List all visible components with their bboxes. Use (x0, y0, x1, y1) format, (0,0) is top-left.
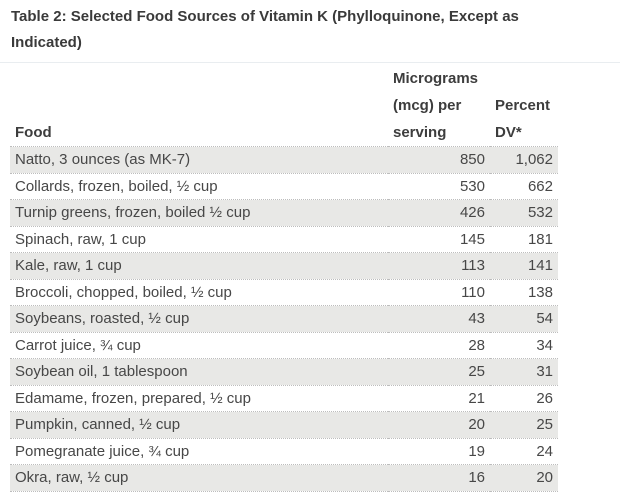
mcg-cell: 110 (388, 279, 490, 306)
mcg-cell: 426 (388, 200, 490, 227)
table-row (10, 306, 558, 333)
food-cell: Collards, frozen, boiled, ½ cup (10, 173, 388, 200)
vitamin-k-food-table (10, 63, 558, 492)
table-row (10, 226, 558, 253)
percent-dv-cell: 141 (490, 253, 558, 280)
table-row (10, 438, 558, 465)
food-cell: Kale, raw, 1 cup (10, 253, 388, 280)
table-row (10, 253, 558, 280)
percent-dv-cell: 25 (490, 412, 558, 439)
mcg-cell: 16 (388, 465, 490, 492)
table-row (10, 147, 558, 174)
table-row (10, 385, 558, 412)
mcg-cell: 43 (388, 306, 490, 333)
column-header-percent-dv: Percent DV* (490, 63, 558, 147)
table-row (10, 359, 558, 386)
column-header-mcg: Micrograms (mcg) per serving (388, 63, 490, 147)
mcg-cell: 21 (388, 385, 490, 412)
table-title: Table 2: Selected Food Sources of Vitamin K (Phylloquinone, Except as Indicated) (11, 8, 519, 51)
food-cell: Edamame, frozen, prepared, ½ cup (10, 385, 388, 412)
table-row (10, 173, 558, 200)
mcg-cell: 28 (388, 332, 490, 359)
food-cell: Okra, raw, ½ cup (10, 465, 388, 492)
table-row (10, 200, 558, 227)
percent-dv-cell: 54 (490, 306, 558, 333)
mcg-cell: 113 (388, 253, 490, 280)
food-cell: Soybeans, roasted, ½ cup (10, 306, 388, 333)
percent-dv-cell: 24 (490, 438, 558, 465)
percent-dv-cell: 181 (490, 226, 558, 253)
food-cell: Pomegranate juice, ¾ cup (10, 438, 388, 465)
food-cell: Spinach, raw, 1 cup (10, 226, 388, 253)
mcg-cell: 530 (388, 173, 490, 200)
food-cell: Turnip greens, frozen, boiled ½ cup (10, 200, 388, 227)
table-row (10, 279, 558, 306)
table-row (10, 465, 558, 492)
mcg-cell: 850 (388, 147, 490, 174)
percent-dv-cell: 532 (490, 200, 558, 227)
table-row (10, 412, 558, 439)
percent-dv-cell: 662 (490, 173, 558, 200)
percent-dv-cell: 20 (490, 465, 558, 492)
mcg-cell: 25 (388, 359, 490, 386)
food-cell: Natto, 3 ounces (as MK-7) (10, 147, 388, 174)
mcg-cell: 145 (388, 226, 490, 253)
food-cell: Carrot juice, ¾ cup (10, 332, 388, 359)
food-cell: Soybean oil, 1 tablespoon (10, 359, 388, 386)
percent-dv-cell: 34 (490, 332, 558, 359)
food-cell: Broccoli, chopped, boiled, ½ cup (10, 279, 388, 306)
column-header-food: Food (10, 63, 388, 147)
table-row (10, 332, 558, 359)
header-row (10, 63, 558, 147)
title-block (0, 0, 620, 63)
percent-dv-cell: 1,062 (490, 147, 558, 174)
percent-dv-cell: 31 (490, 359, 558, 386)
percent-dv-cell: 26 (490, 385, 558, 412)
food-cell: Pumpkin, canned, ½ cup (10, 412, 388, 439)
mcg-cell: 19 (388, 438, 490, 465)
percent-dv-cell: 138 (490, 279, 558, 306)
mcg-cell: 20 (388, 412, 490, 439)
